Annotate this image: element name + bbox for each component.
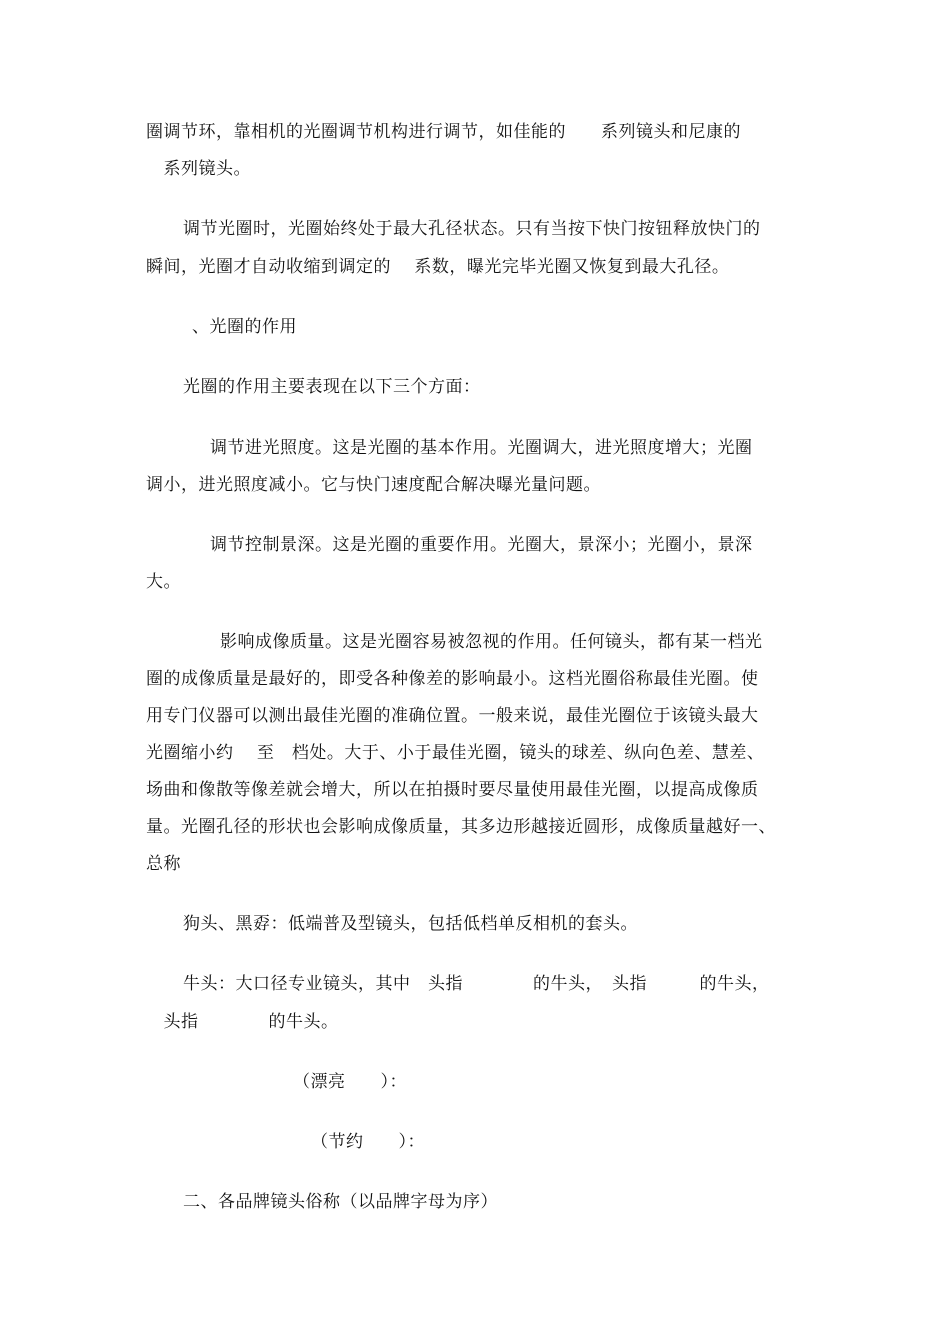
text-line: 牛头：大口径专业镜头，其中 头指 的牛头， 头指 的牛头， <box>183 974 770 994</box>
text-line: 用专门仪器可以测出最佳光圈的准确位置。一般来说，最佳光圈位于该镜头最大 <box>146 706 759 726</box>
text-line: 调节控制景深。这是光圈的重要作用。光圈大，景深小；光圈小，景深 <box>210 535 753 555</box>
text-line: 光圈缩小约 至 档处。大于、小于最佳光圈，镜头的球差、纵向色差、慧差、 <box>146 743 765 763</box>
text-line: 调节光圈时，光圈始终处于最大孔径状态。只有当按下快门按钮释放快门的 <box>183 219 761 239</box>
section-heading: 二、各品牌镜头俗称（以品牌字母为序） <box>183 1192 498 1212</box>
section-heading: 、光圈的作用 <box>192 317 297 337</box>
text-line: 瞬间，光圈才自动收缩到调定的 系数，曝光完毕光圈又恢复到最大孔径。 <box>146 257 730 277</box>
text-line: 量。光圈孔径的形状也会影响成像质量，其多边形越接近圆形，成像质量越好一、 <box>146 817 776 837</box>
text-line: 调小，进光照度减小。它与快门速度配合解决曝光量问题。 <box>146 475 601 495</box>
text-line: 调节进光照度。这是光圈的基本作用。光圈调大，进光照度增大；光圈 <box>210 438 753 458</box>
text-line: 头指 的牛头。 <box>146 1012 339 1032</box>
text-line: 影响成像质量。这是光圈容易被忽视的作用。任何镜头，都有某一档光 <box>220 632 763 652</box>
text-line: 圈的成像质量是最好的，即受各种像差的影响最小。这档光圈俗称最佳光圈。使 <box>146 669 759 689</box>
text-line: 系列镜头。 <box>146 159 251 179</box>
text-line: （节约 ）： <box>311 1132 425 1152</box>
text-line: 大。 <box>146 572 181 592</box>
text-line: 总称 <box>146 854 181 874</box>
text-line: 圈调节环，靠相机的光圈调节机构进行调节，如佳能的 系列镜头和尼康的 <box>146 122 741 142</box>
text-line: 狗头、黑孬：低端普及型镜头，包括低档单反相机的套头。 <box>183 914 638 934</box>
text-line: 光圈的作用主要表现在以下三个方面： <box>183 377 481 397</box>
text-line: （漂亮 ）： <box>293 1072 407 1092</box>
text-line: 场曲和像散等像差就会增大，所以在拍摄时要尽量使用最佳光圈，以提高成像质 <box>146 780 759 800</box>
